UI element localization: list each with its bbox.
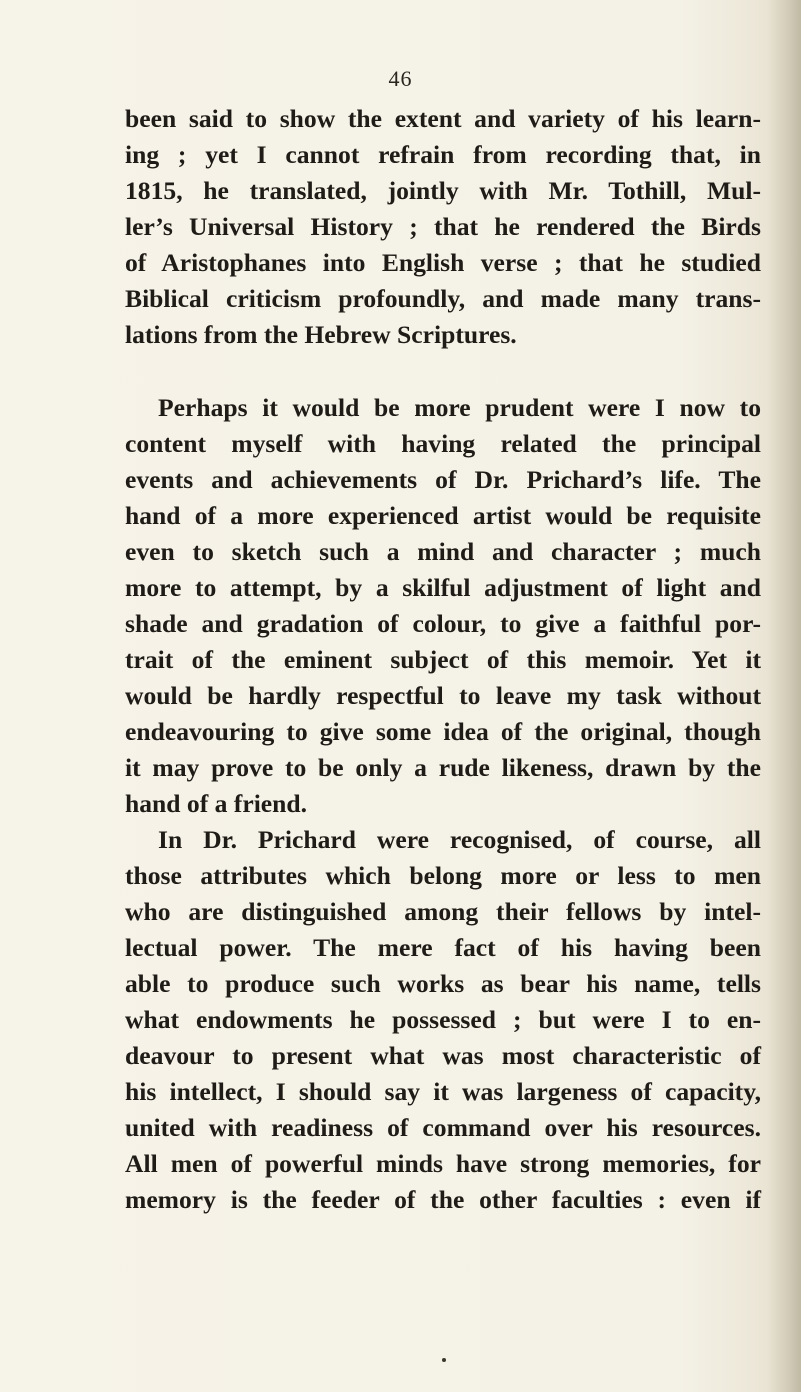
text-line: able to produce such works as bear his name, tells bbox=[125, 969, 761, 998]
text-line: ler’s Universal History ; that he rendered the Birds bbox=[125, 212, 761, 241]
text-line: lations from the Hebrew Scriptures. bbox=[125, 320, 517, 349]
paragraph-start-line: Perhaps it would be more prudent were I now to bbox=[158, 393, 761, 422]
text-line: memory is the feeder of the other faculties : even if bbox=[125, 1185, 761, 1214]
paragraph-start-line: In Dr. Prichard were recognised, of course, all bbox=[158, 825, 761, 854]
text-line: trait of the eminent subject of this memoir. Yet it bbox=[125, 645, 761, 674]
text-line: those attributes which belong more or less to men bbox=[125, 861, 761, 890]
text-line: would be hardly respectful to leave my task without bbox=[125, 681, 761, 710]
text-line: it may prove to be only a rude likeness, drawn by the bbox=[125, 753, 761, 782]
text-line: 1815, he translated, jointly with Mr. Tothill, Mul- bbox=[125, 176, 761, 205]
page-number: 46 bbox=[388, 66, 413, 91]
text-line: what endowments he possessed ; but were I to en- bbox=[125, 1005, 761, 1034]
text-line: who are distinguished among their fellows by intel- bbox=[125, 897, 761, 926]
text-line: Biblical criticism profoundly, and made many trans- bbox=[125, 284, 761, 313]
page-edge-shadow bbox=[767, 0, 801, 1392]
text-line: united with readiness of command over his resources. bbox=[125, 1113, 761, 1142]
text-line: of Aristophanes into English verse ; that he studied bbox=[125, 248, 761, 277]
text-line: events and achievements of Dr. Prichard’s life. The bbox=[125, 465, 761, 494]
text-line: shade and gradation of colour, to give a faithful por- bbox=[125, 609, 761, 638]
text-line: content myself with having related the principal bbox=[125, 429, 761, 458]
text-line: ing ; yet I cannot refrain from recording that, in bbox=[125, 140, 761, 169]
text-line: lectual power. The mere fact of his having been bbox=[125, 933, 761, 962]
text-line: endeavouring to give some idea of the original, though bbox=[125, 717, 761, 746]
text-line: been said to show the extent and variety of his learn- bbox=[125, 104, 761, 133]
text-line: more to attempt, by a skilful adjustment of light and bbox=[125, 573, 761, 602]
ink-speck bbox=[442, 1358, 446, 1362]
text-line: hand of a more experienced artist would be requisite bbox=[125, 501, 761, 530]
text-line: even to sketch such a mind and character ; much bbox=[125, 537, 761, 566]
text-line: hand of a friend. bbox=[125, 789, 308, 818]
text-line: deavour to present what was most characteristic of bbox=[125, 1041, 761, 1070]
text-line: his intellect, I should say it was largeness of capacity, bbox=[125, 1077, 761, 1106]
text-line: All men of powerful minds have strong memories, for bbox=[125, 1149, 761, 1178]
